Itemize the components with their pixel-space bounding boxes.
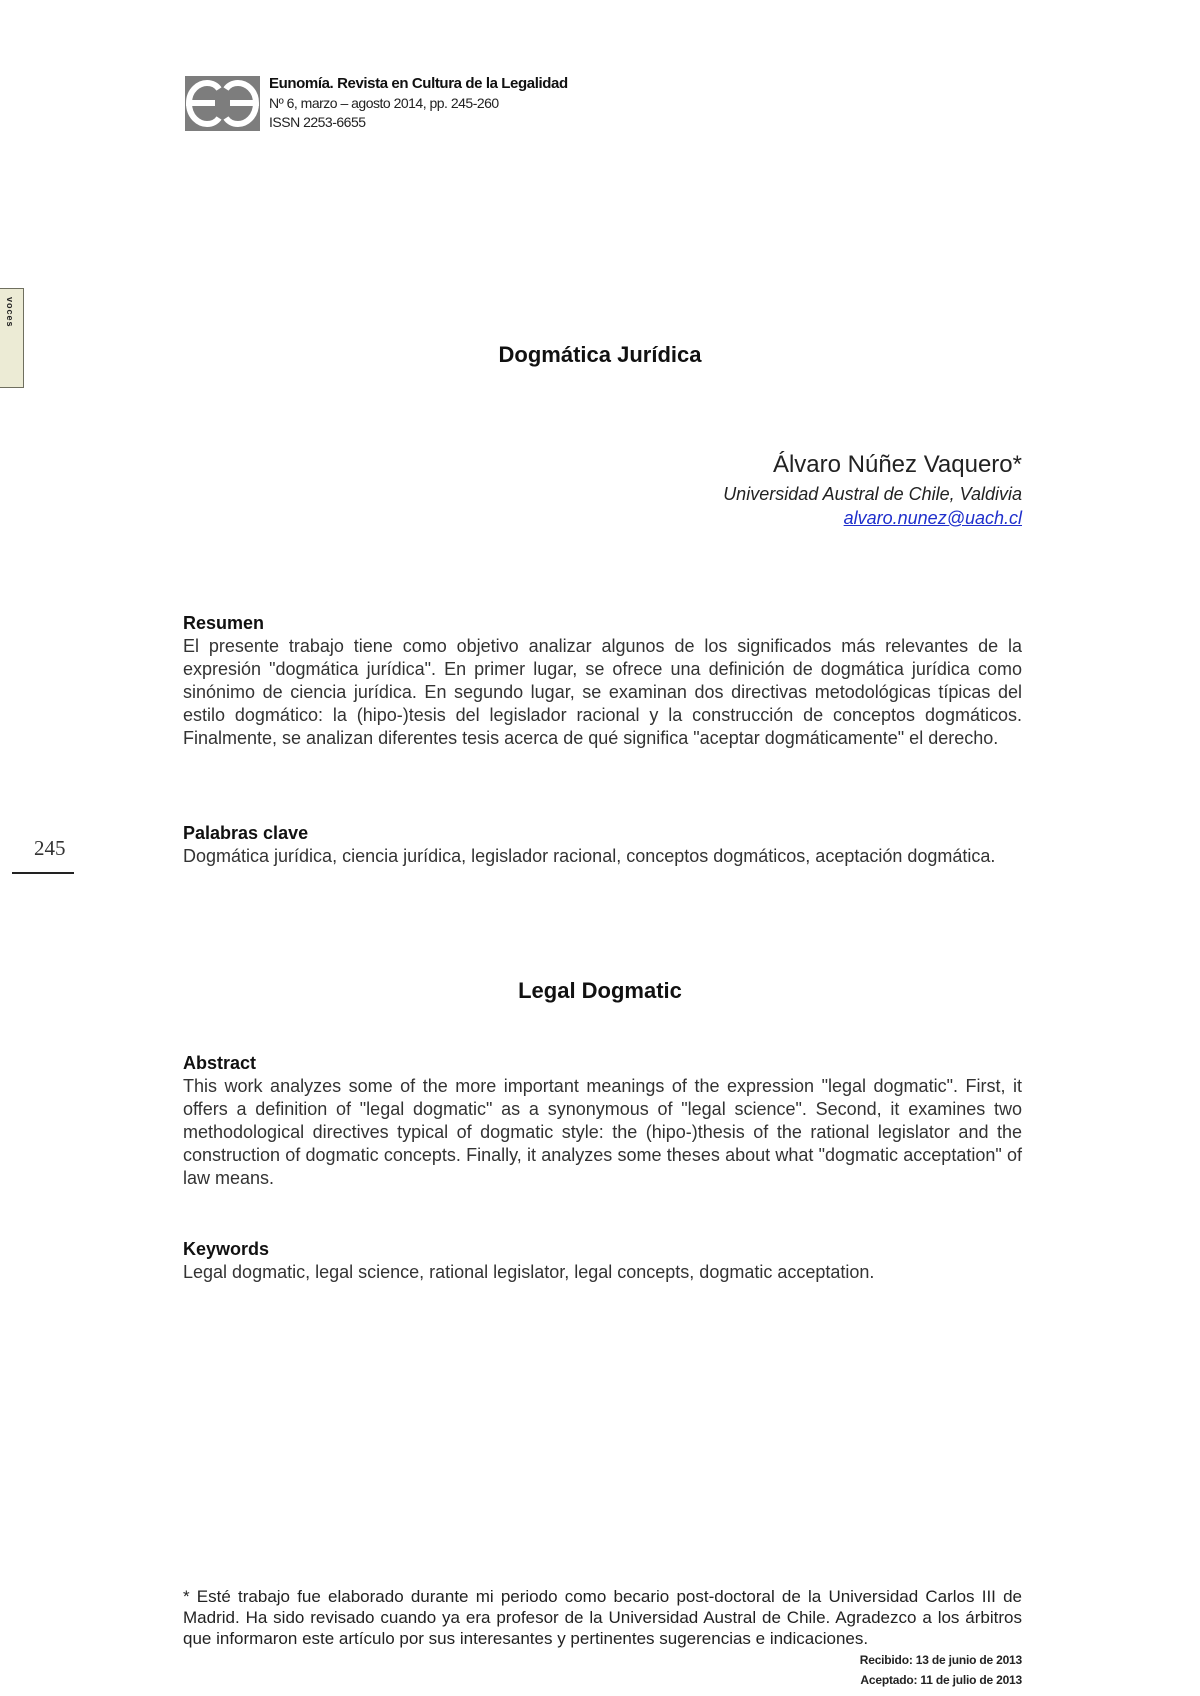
author-affiliation: Universidad Austral de Chile, Valdivia: [723, 484, 1022, 504]
palabras-clave-text: Dogmática jurídica, ciencia jurídica, legislador racional, conceptos dogmáticos, aceptación dogmática.: [183, 846, 996, 866]
section-side-tab: [0, 288, 24, 388]
author-block: [723, 448, 1022, 530]
journal-issn: ISSN 2253-6655: [269, 114, 366, 130]
keywords-text: Legal dogmatic, legal science, rational legislator, legal concepts, dogmatic acceptation.: [183, 1262, 875, 1282]
author-name: Álvaro Núñez Vaquero*: [772, 451, 1022, 478]
footnote-text: * Esté trabajo fue elaborado durante mi periodo como becario post-doctoral de la Universidad Carlos III de Madrid. Ha sido revisado cuando ya era profesor de la Universidad Austral de Chile. Agradezco a los árbitros que informaron este artículo por sus interesantes y pertinentes sugerencias e indicaciones.: [183, 1587, 1022, 1648]
journal-issue: Nº 6, marzo – agosto 2014, pp. 245-260: [269, 95, 499, 111]
submission-dates: [860, 1650, 1022, 1690]
abstract-heading: Abstract: [183, 1053, 257, 1073]
article-title-en: Legal Dogmatic: [518, 978, 682, 1003]
side-tab-label: voces: [5, 297, 15, 328]
resumen-heading: Resumen: [183, 613, 265, 633]
article-title-es: Dogmática Jurídica: [498, 342, 702, 367]
journal-title: Eunomía. Revista en Cultura de la Legalidad: [269, 75, 568, 92]
resumen-section: [183, 612, 1022, 750]
palabras-clave-section: [183, 822, 1022, 868]
page-number-rule: [12, 872, 74, 874]
keywords-heading: Keywords: [183, 1239, 270, 1259]
footnote: [183, 1586, 1022, 1649]
palabras-clave-heading: Palabras clave: [183, 823, 309, 843]
author-email-link[interactable]: alvaro.nunez@uach.cl: [843, 508, 1022, 528]
received-date: Recibido: 13 de junio de 2013: [859, 1653, 1022, 1667]
abstract-section: [183, 1052, 1022, 1190]
page-number: 245: [34, 836, 66, 860]
resumen-text: El presente trabajo tiene como objetivo analizar algunos de los significados más relevantes de la expresión "dogmática jurídica". En primer lugar, se ofrece una definición de dogmática jurídica como sinónimo de ciencia jurídica. En segundo lugar, se examinan dos directivas metodológicas típicas del estilo dogmático: la (hipo-)tesis del legislador racional y la construcción de conceptos dogmáticos. Finalmente, se analizan diferentes tesis acerca de qué significa "aceptar dogmáticamente" el derecho.: [183, 636, 1022, 748]
accepted-date: Aceptado: 11 de julio de 2013: [860, 1673, 1022, 1687]
journal-logo: [185, 76, 260, 131]
abstract-text: This work analyzes some of the more important meanings of the expression "legal dogmatic". First, it offers a definition of "legal dogmatic" as a synonymous of "legal science". Second, it examines two methodological directives typical of dogmatic style: the (hipo-)thesis of the rational legislator and the construction of dogmatic concepts. Finally, it analyzes some theses about what "dogmatic acceptation" of law means.: [183, 1076, 1022, 1188]
journal-info: [269, 74, 568, 132]
keywords-section: [183, 1238, 1022, 1284]
